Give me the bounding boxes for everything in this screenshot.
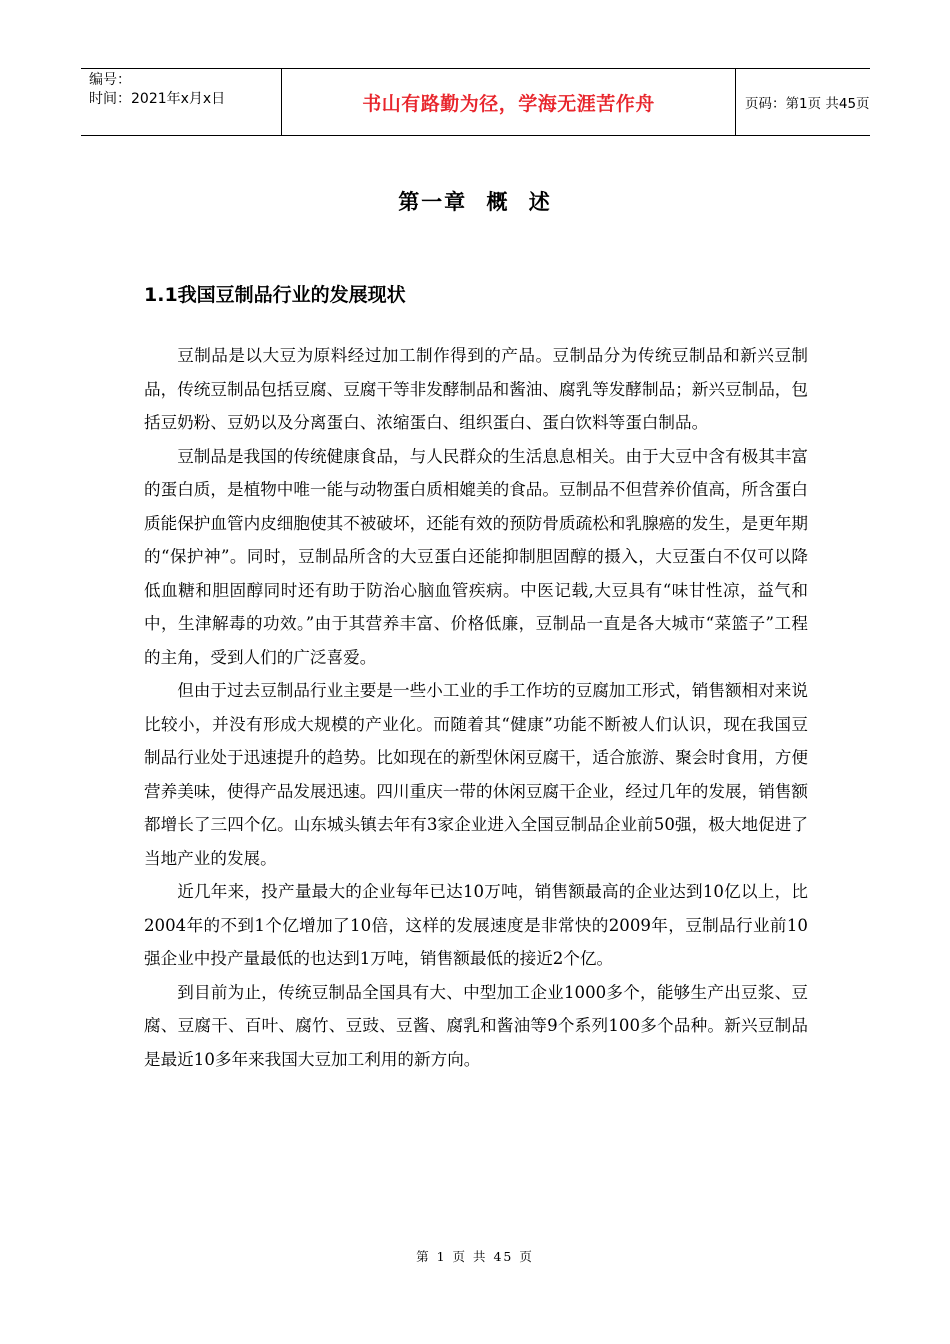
paragraph: 豆制品是以大豆为原料经过加工制作得到的产品。豆制品分为传统豆制品和新兴豆制品，传统豆制品包括豆腐、豆腐干等非发酵制品和酱油、腐乳等发酵制品；新兴豆制品，包括豆奶粉、豆奶以及分离蛋白、浓缩蛋白、组织蛋白、蛋白饮料等蛋白制品。 (144, 346, 808, 432)
header-page-cell (736, 69, 870, 135)
page-info: 页码：第1页 共45页 (745, 96, 870, 112)
time-label: 时间：2021年x月x日 (89, 91, 226, 107)
number-label: 编号： (89, 72, 131, 88)
page-footer: 第 1 页 共 45 页 (416, 1249, 534, 1264)
section-title: 1.1我国豆制品行业的发展现状 (144, 284, 406, 306)
header-table (81, 68, 870, 136)
chapter-title: 第一章 概 述 (398, 190, 552, 214)
motto-text: 书山有路勤为径，学海无涯苦作舟 (362, 92, 655, 115)
paragraph: 到目前为止，传统豆制品全国具有大、中型加工企业1000多个，能够生产出豆浆、豆腐、豆腐干、百叶、腐竹、豆豉、豆酱、腐乳和酱油等9个系列100多个品种。新兴豆制品是最近10多年来我国大豆加工利用的新方向。 (144, 982, 808, 1069)
body-text (144, 339, 808, 1076)
paragraph: 豆制品是我国的传统健康食品，与人民群众的生活息息相关。由于大豆中含有极其丰富的蛋白质，是植物中唯一能与动物蛋白质相媲美的食品。豆制品不但营养价值高，所含蛋白质能保护血管内皮细胞使其不被破坏，还能有效的预防骨质疏松和乳腺癌的发生，是更年期的“保护神”。同时，豆制品所含的大豆蛋白还能抑制胆固醇的摄入，大豆蛋白不仅可以降低血糖和胆固醇同时还有助于防治心脑血管疾病。中医记载,大豆具有“味甘性凉，益气和中，生津解毒的功效。”由于其营养丰富、价格低廉，豆制品一直是各大城市“菜篮子”工程的主角，受到人们的广泛喜爱。 (144, 446, 808, 667)
paragraph: 近几年来，投产量最大的企业每年已达10万吨，销售额最高的企业达到10亿以上，比2004年的不到1个亿增加了10倍，这样的发展速度是非常快的2009年，豆制品行业前10强企业中投产量最低的也达到1万吨，销售额最低的接近2个亿。 (144, 882, 808, 968)
header-meta-cell (81, 69, 282, 135)
header-motto-cell (282, 69, 736, 135)
paragraph: 但由于过去豆制品行业主要是一些小工业的手工作坊的豆腐加工形式，销售额相对来说比较小，并没有形成大规模的产业化。而随着其“健康”功能不断被人们认识，现在我国豆制品行业处于迅速提升的趋势。比如现在的新型休闲豆腐干，适合旅游、聚会时食用，方便营养美味，使得产品发展迅速。四川重庆一带的休闲豆腐干企业，经过几年的发展，销售额都增长了三四个亿。山东城头镇去年有3家企业进入全国豆制品企业前50强，极大地促进了当地产业的发展。 (144, 681, 808, 868)
